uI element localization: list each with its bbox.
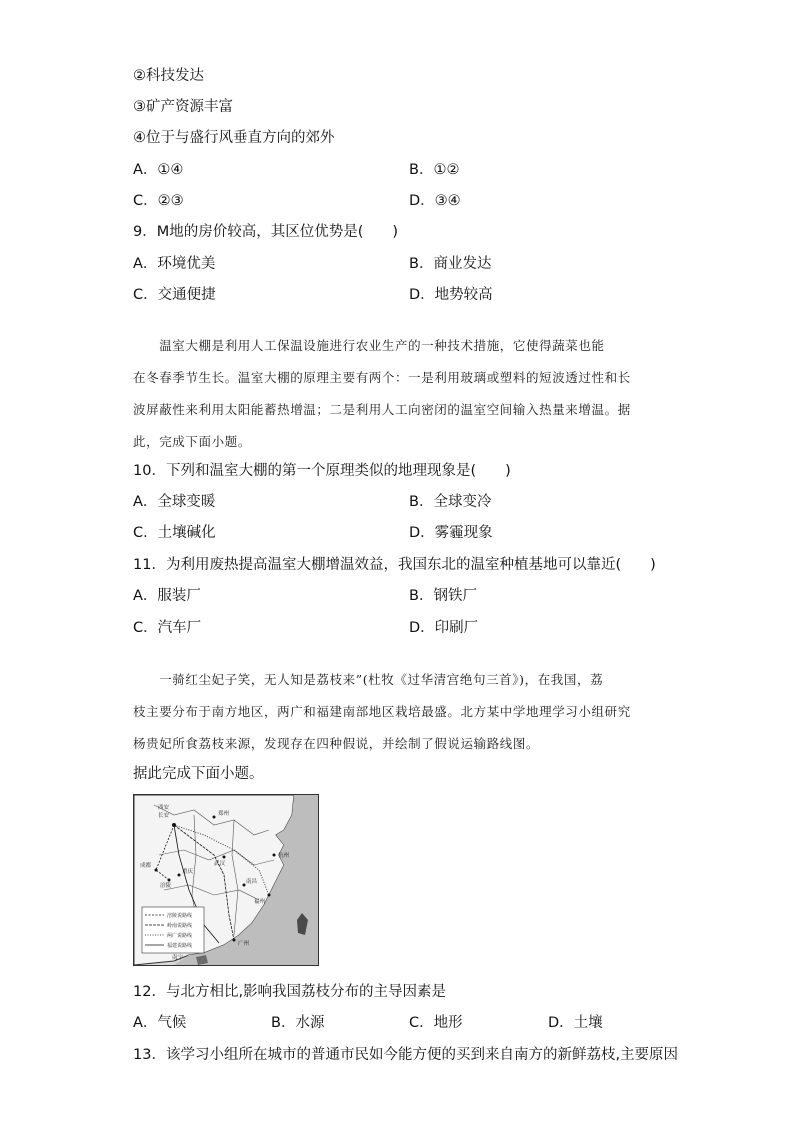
q8-option-c: C．②③ — [133, 193, 184, 209]
city-label: 长安 — [158, 813, 170, 819]
q12-option-d: D．土壤 — [548, 1015, 603, 1031]
lead-text: 据此完成下面小题。 — [133, 766, 264, 782]
city-label: 南昌 — [246, 879, 258, 885]
passage-line: 波屏蔽性来利用太阳能蓄热增温；二是利用人工向密闭的温室空间输入热量来增温。据 — [133, 402, 631, 417]
passage-line: 温室大棚是利用人工保温设施进行农业生产的一种技术措施，它使得蔬菜也能 — [133, 338, 605, 353]
passage-line: 一骑红尘妃子笑，无人知是荔枝来”(杜牧《过华清宫绝句三首》)，在我国，荔 — [133, 672, 604, 687]
q9-option-d: D．地势较高 — [409, 287, 493, 303]
q9-option-b: B．商业发达 — [409, 256, 492, 272]
q9-stem: 9．M地的房价较高，其区位优势是( ) — [133, 224, 399, 240]
q10-option-c: C．土壤碱化 — [133, 525, 216, 541]
statement-2: ②科技发达 — [133, 68, 204, 84]
q10-option-d: D．雾霾现象 — [409, 525, 493, 541]
city-label: 福州 — [254, 899, 266, 905]
city-label: 重庆 — [182, 869, 194, 875]
passage-line: 杨贵妃所食荔枝来源，发现存在四种假说，并绘制了假说运输路线图。 — [133, 736, 540, 751]
statement-3: ③矿产资源丰富 — [133, 99, 233, 115]
legend-item: 福建说路线 — [167, 943, 193, 949]
q11-option-d: D．印刷厂 — [409, 620, 479, 636]
q12-option-c: C．地形 — [409, 1015, 463, 1031]
q12-stem: 12．与北方相比,影响我国荔枝分布的主导因素是 — [133, 984, 447, 1000]
statement-4: ④位于与盛行风垂直方向的郊外 — [133, 130, 335, 146]
q10-option-b: B．全球变冷 — [409, 494, 492, 510]
passage-line: 枝主要分布于南方地区，两广和福建南部地区栽培最盛。北方某中学地理学习小组研究 — [133, 704, 631, 719]
city-label: 广州 — [238, 941, 250, 947]
city-label: 南宁 — [172, 955, 184, 961]
q8-option-a: A．①④ — [133, 162, 184, 178]
q11-option-b: B．钢铁厂 — [409, 588, 477, 604]
passage-line: 此，完成下面小题。 — [133, 434, 251, 449]
passage-lychee — [133, 664, 631, 760]
legend-item: 两广说路线 — [167, 933, 193, 939]
city-label: 西安 — [158, 805, 170, 811]
q11-stem: 11．为利用废热提高温室大棚增温效益，我国东北的温室种植基地可以靠近( ) — [133, 557, 656, 573]
city-label: 成都 — [140, 863, 152, 869]
q11-option-a: A．服装厂 — [133, 588, 201, 604]
map-svg — [134, 795, 318, 965]
q10-option-a: A．全球变暖 — [133, 494, 216, 510]
q12-option-a: A．气候 — [133, 1015, 187, 1031]
q10-stem: 10．下列和温室大棚的第一个原理类似的地理现象是( ) — [133, 463, 511, 479]
passage-greenhouse — [133, 330, 631, 458]
city-label: 郑州 — [218, 811, 230, 817]
legend-item: 岭南说路线 — [167, 923, 193, 929]
q8-option-b: B．①② — [409, 162, 460, 178]
legend-item: 涪陵说路线 — [167, 913, 193, 919]
city-label: 杭州 — [278, 853, 290, 859]
q11-option-c: C．汽车厂 — [133, 620, 202, 636]
passage-line: 在冬春季节生长。温室大棚的原理主要有两个：一是利用玻璃或塑料的短波透过性和长 — [133, 370, 631, 385]
city-label: 涪陵 — [160, 883, 172, 889]
lychee-route-map — [133, 794, 319, 966]
q8-option-d: D．③④ — [409, 193, 461, 209]
city-label: 武汉 — [214, 861, 226, 867]
q12-option-b: B．水源 — [271, 1015, 325, 1031]
q9-option-c: C．交通便捷 — [133, 287, 216, 303]
q9-option-a: A．环境优美 — [133, 256, 216, 272]
q13-stem: 13．该学习小组所在城市的普通市民如今能方便的买到来自南方的新鲜荔枝,主要原因 — [133, 1047, 679, 1063]
